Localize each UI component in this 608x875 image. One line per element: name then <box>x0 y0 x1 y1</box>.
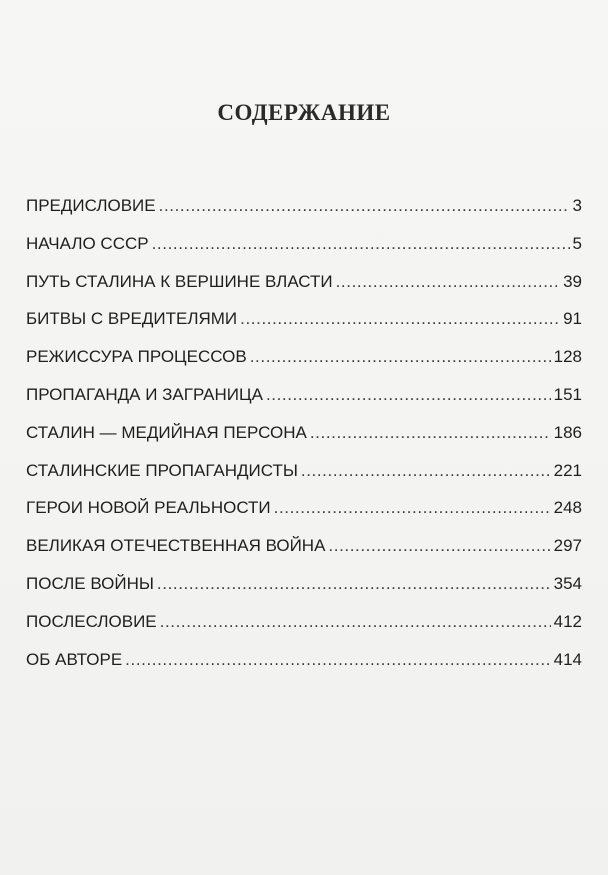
toc-entry-page: 5 <box>572 233 582 253</box>
toc-dot-leader <box>152 234 570 254</box>
toc-entry-title: СТАЛИНСКИЕ ПРОПАГАНДИСТЫ <box>26 460 298 480</box>
toc-entry-title: ПОСЛЕСЛОВИЕ <box>26 611 157 631</box>
toc-entry-page: 414 <box>553 649 582 669</box>
toc-dot-leader <box>310 423 551 443</box>
toc-entry-title: НАЧАЛО СССР <box>26 233 149 253</box>
toc-entry <box>26 461 582 499</box>
toc-entry-title: ГЕРОИ НОВОЙ РЕАЛЬНОСТИ <box>26 498 271 518</box>
toc-entry <box>26 234 582 272</box>
toc-entry-title: СТАЛИН — МЕДИЙНАЯ ПЕРСОНА <box>26 422 307 442</box>
toc-entry <box>26 196 582 234</box>
toc-entry <box>26 347 582 385</box>
toc-entry-page: 248 <box>553 498 582 518</box>
toc-entry <box>26 272 582 310</box>
toc-entry <box>26 498 582 536</box>
toc-entry-title: ПОСЛЕ ВОЙНЫ <box>26 573 154 593</box>
toc-entry-page: 3 <box>572 196 582 215</box>
toc-entry-page: 412 <box>553 611 582 631</box>
toc-entry <box>26 309 582 347</box>
page-title: СОДЕРЖАНИЕ <box>217 100 391 125</box>
toc-dot-leader <box>125 650 550 670</box>
toc-entry <box>26 650 582 688</box>
toc-entry <box>26 423 582 461</box>
toc-dot-leader <box>266 385 551 405</box>
toc-dot-leader <box>274 498 551 518</box>
toc-entry-page: 186 <box>553 422 582 442</box>
toc-entry <box>26 385 582 423</box>
toc-dot-leader <box>159 196 570 216</box>
toc-dot-leader <box>157 574 551 594</box>
toc-entry-page: 91 <box>563 309 582 329</box>
toc-entry-title: ОБ АВТОРЕ <box>26 649 123 669</box>
toc-dot-leader <box>250 347 551 367</box>
toc-entry-page: 354 <box>553 573 582 593</box>
toc-entry-title: ПРОПАГАНДА И ЗАГРАНИЦА <box>26 384 263 404</box>
toc-entry-page: 128 <box>553 347 582 367</box>
toc-entry-page: 297 <box>553 536 582 556</box>
toc-entry <box>26 574 582 612</box>
toc-entry-page: 151 <box>553 384 582 404</box>
toc-dot-leader <box>336 272 560 292</box>
toc-entry-title: БИТВЫ С ВРЕДИТЕЛЯМИ <box>26 309 238 329</box>
toc-dot-leader <box>160 612 551 632</box>
toc-entry-title: ВЕЛИКАЯ ОТЕЧЕСТВЕННАЯ ВОЙНА <box>26 536 326 556</box>
toc-dot-leader <box>240 309 560 329</box>
toc-dot-leader <box>328 536 550 556</box>
table-of-contents <box>26 196 582 687</box>
toc-entry-page: 39 <box>563 271 582 291</box>
toc-dot-leader <box>301 461 551 481</box>
toc-entry-title: РЕЖИССУРА ПРОЦЕССОВ <box>26 347 247 367</box>
toc-entry-title: ПУТЬ СТАЛИНА К ВЕРШИНЕ ВЛАСТИ <box>26 271 333 291</box>
toc-entry-title: ПРЕДИСЛОВИЕ <box>26 196 156 215</box>
toc-entry-page: 221 <box>553 460 582 480</box>
toc-entry <box>26 536 582 574</box>
toc-entry <box>26 612 582 650</box>
